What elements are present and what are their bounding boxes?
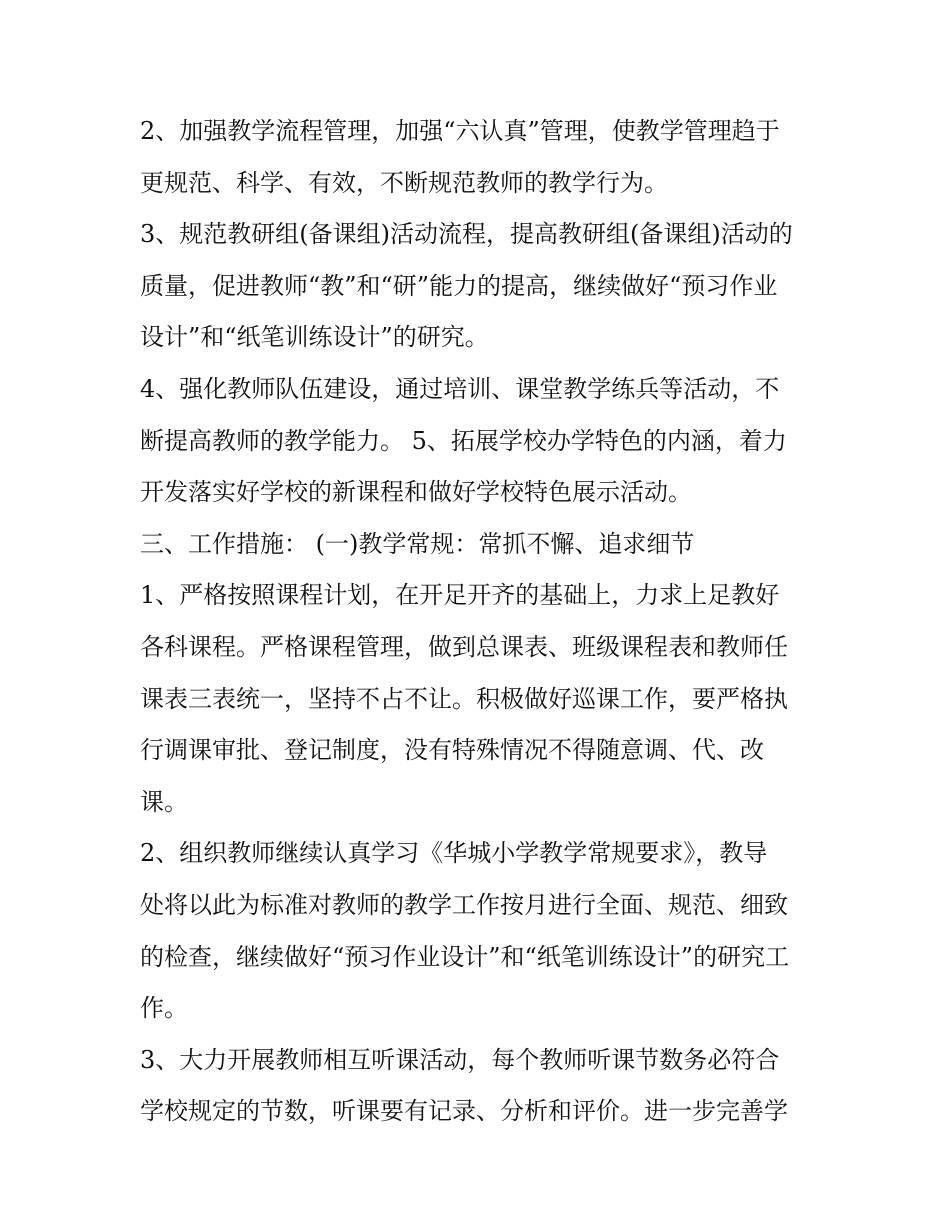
text-line: 质量，促进教师“教”和“研”能力的提高，继续做好“预习作业 bbox=[140, 271, 778, 300]
text-line: 课。 bbox=[140, 787, 188, 816]
text-line: 设计”和“纸笔训练设计”的研究。 bbox=[140, 323, 489, 352]
text-line: 学校规定的节数，听课要有记录、分析和评价。进一步完善学 bbox=[140, 1097, 788, 1126]
text-line: 更规范、科学、有效，不断规范教师的教学行为。 bbox=[140, 168, 668, 197]
text-line: 开发落实好学校的新课程和做好学校特色展示活动。 bbox=[140, 478, 692, 507]
text-line: 3、规范教研组(备课组)活动流程，提高教研组(备课组)活动的 bbox=[140, 220, 793, 249]
text-line: 行调课审批、登记制度，没有特殊情况不得随意调、代、改 bbox=[140, 736, 764, 765]
text-line: 课表三表统一，坚持不占不让。积极做好巡课工作，要严格执 bbox=[140, 684, 788, 713]
text-line: 1、严格按照课程计划，在开足开齐的基础上，力求上足教好 bbox=[140, 581, 780, 610]
text-line: 3、大力开展教师相互听课活动，每个教师听课节数务必符合 bbox=[140, 1045, 780, 1074]
text-line: 作。 bbox=[140, 994, 188, 1023]
document-body bbox=[140, 106, 816, 1138]
text-line: 的检查，继续做好“预习作业设计”和“纸笔训练设计”的研究工 bbox=[140, 942, 790, 971]
text-line: 断提高教师的教学能力。 5、拓展学校办学特色的内涵，着力 bbox=[140, 426, 787, 455]
text-line: 处将以此为标准对教师的教学工作按月进行全面、规范、细致 bbox=[140, 890, 788, 919]
text-line: 各科课程。严格课程管理，做到总课表、班级课程表和教师任 bbox=[140, 632, 788, 661]
text-line: 2、组织教师继续认真学习《华城小学教学常规要求》，教导 bbox=[140, 839, 768, 868]
text-line: 4、强化教师队伍建设，通过培训、课堂教学练兵等活动，不 bbox=[140, 374, 780, 403]
text-line: 2、加强教学流程管理，加强“六认真”管理，使教学管理趋于 bbox=[140, 117, 780, 145]
section-heading: 三、工作措施： (一)教学常规：常抓不懈、追求细节 bbox=[140, 529, 695, 558]
